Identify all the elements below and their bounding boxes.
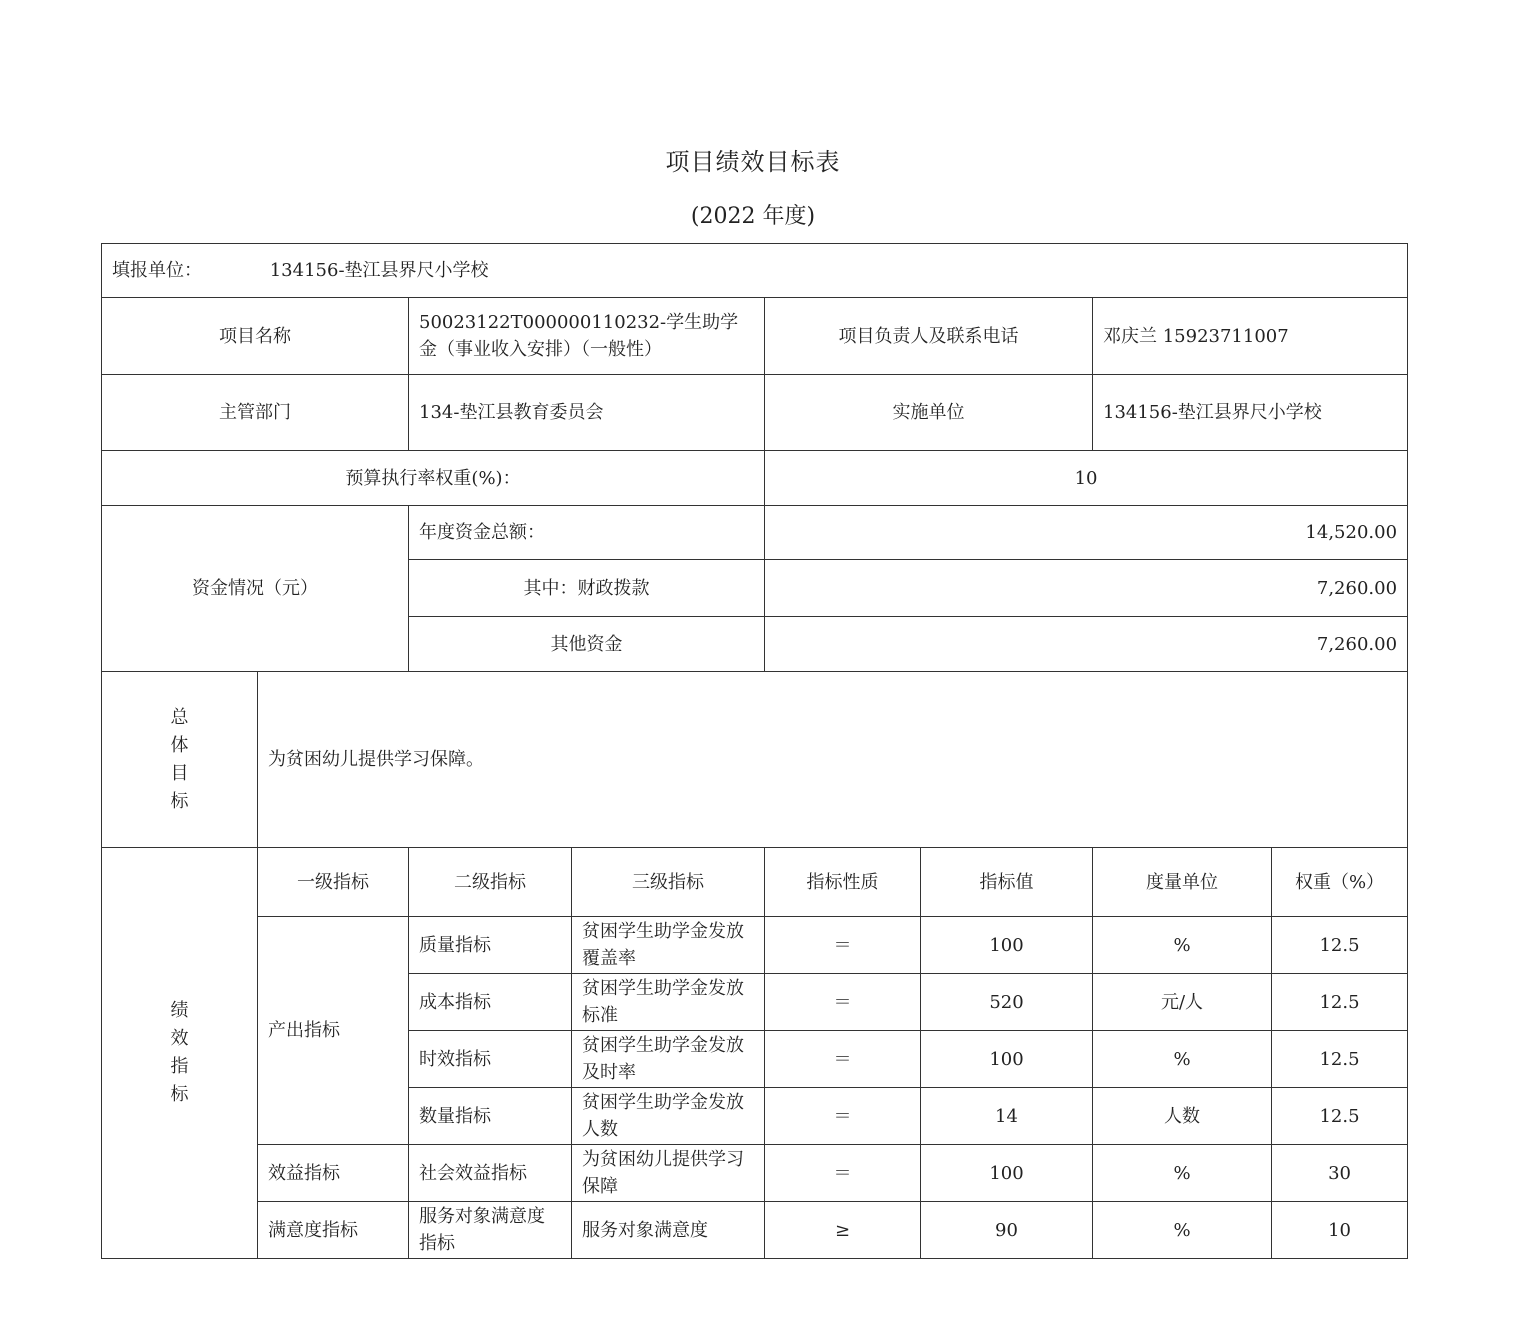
header-level2: 二级指标	[409, 848, 572, 917]
reporting-unit-value: 134156-垫江县界尺小学校	[269, 260, 489, 281]
nature-cell: ＝	[765, 1145, 921, 1202]
table-row	[102, 1202, 1408, 1259]
unit-cell: %	[1093, 917, 1272, 974]
overall-goal-row	[102, 672, 1408, 848]
level3-cell: 贫困学生助学金发放标准	[572, 974, 765, 1031]
level1-satisfaction: 满意度指标	[258, 1202, 409, 1259]
indicators-label-cell	[102, 848, 258, 1259]
project-contact-value: 邓庆兰 15923711007	[1093, 298, 1408, 375]
level2-cell: 成本指标	[409, 974, 572, 1031]
department-value: 134-垫江县教育委员会	[409, 375, 765, 451]
page-subtitle: (2022 年度)	[690, 204, 816, 229]
funds-total-row	[102, 506, 1408, 560]
value-cell: 14	[921, 1088, 1093, 1145]
nature-cell: ＝	[765, 1088, 921, 1145]
department-label: 主管部门	[102, 375, 409, 451]
level1-benefit: 效益指标	[258, 1145, 409, 1202]
department-row	[102, 375, 1408, 451]
budget-rate-label: 预算执行率权重(%)：	[102, 451, 765, 506]
table-row	[102, 917, 1408, 974]
level2-cell: 服务对象满意度指标	[409, 1202, 572, 1259]
budget-rate-value: 10	[765, 451, 1408, 506]
weight-cell: 30	[1272, 1145, 1408, 1202]
project-name-label: 项目名称	[102, 298, 409, 375]
table-row	[102, 1145, 1408, 1202]
weight-cell: 12.5	[1272, 974, 1408, 1031]
level3-cell: 服务对象满意度	[572, 1202, 765, 1259]
overall-goal-label: 总体目标	[170, 706, 189, 812]
funds-total-value: 14,520.00	[765, 506, 1408, 560]
project-name-row	[102, 298, 1408, 375]
weight-cell: 10	[1272, 1202, 1408, 1259]
indicators-label: 绩效指标	[170, 1000, 189, 1105]
implementing-unit-label: 实施单位	[765, 375, 1093, 451]
overall-goal-text: 为贫困幼儿提供学习保障。	[258, 672, 1408, 848]
value-cell: 520	[921, 974, 1093, 1031]
weight-cell: 12.5	[1272, 917, 1408, 974]
weight-cell: 12.5	[1272, 1031, 1408, 1088]
unit-cell: %	[1093, 1145, 1272, 1202]
funds-fiscal-value: 7,260.00	[765, 560, 1408, 617]
weight-cell: 12.5	[1272, 1088, 1408, 1145]
level2-cell: 社会效益指标	[409, 1145, 572, 1202]
header-unit: 度量单位	[1093, 848, 1272, 917]
level3-cell: 为贫困幼儿提供学习保障	[572, 1145, 765, 1202]
level3-cell: 贫困学生助学金发放覆盖率	[572, 917, 765, 974]
value-cell: 90	[921, 1202, 1093, 1259]
header-level1: 一级指标	[258, 848, 409, 917]
overall-goal-label-cell	[102, 672, 258, 848]
budget-rate-row	[102, 451, 1408, 506]
value-cell: 100	[921, 917, 1093, 974]
nature-cell: ≥	[765, 1202, 921, 1259]
header-level3: 三级指标	[572, 848, 765, 917]
header-row	[102, 244, 1408, 298]
funds-fiscal-label: 其中：财政拨款	[409, 560, 765, 617]
value-cell: 100	[921, 1145, 1093, 1202]
unit-cell: 元/人	[1093, 974, 1272, 1031]
funds-total-label: 年度资金总额：	[409, 506, 765, 560]
level3-cell: 贫困学生助学金发放人数	[572, 1088, 765, 1145]
funds-label: 资金情况（元）	[102, 506, 409, 672]
unit-cell: 人数	[1093, 1088, 1272, 1145]
project-name-value: 50023122T000000110232-学生助学金（事业收入安排）（一般性）	[409, 298, 765, 375]
level2-cell: 时效指标	[409, 1031, 572, 1088]
indicator-header-row	[102, 848, 1408, 917]
unit-cell: %	[1093, 1031, 1272, 1088]
level2-cell: 质量指标	[409, 917, 572, 974]
level3-cell: 贫困学生助学金发放及时率	[572, 1031, 765, 1088]
header-nature: 指标性质	[765, 848, 921, 917]
level2-cell: 数量指标	[409, 1088, 572, 1145]
performance-table	[101, 243, 1408, 1259]
header-weight: 权重（%）	[1272, 848, 1408, 917]
header-value: 指标值	[921, 848, 1093, 917]
page-title: 项目绩效目标表	[665, 148, 841, 176]
nature-cell: ＝	[765, 974, 921, 1031]
reporting-unit-cell	[102, 244, 1408, 298]
project-contact-label: 项目负责人及联系电话	[765, 298, 1093, 375]
implementing-unit-value: 134156-垫江县界尺小学校	[1093, 375, 1408, 451]
unit-cell: %	[1093, 1202, 1272, 1259]
funds-other-label: 其他资金	[409, 617, 765, 672]
funds-other-value: 7,260.00	[765, 617, 1408, 672]
value-cell: 100	[921, 1031, 1093, 1088]
nature-cell: ＝	[765, 917, 921, 974]
nature-cell: ＝	[765, 1031, 921, 1088]
reporting-unit-label: 填报单位：	[112, 260, 202, 281]
level1-output: 产出指标	[258, 917, 409, 1145]
